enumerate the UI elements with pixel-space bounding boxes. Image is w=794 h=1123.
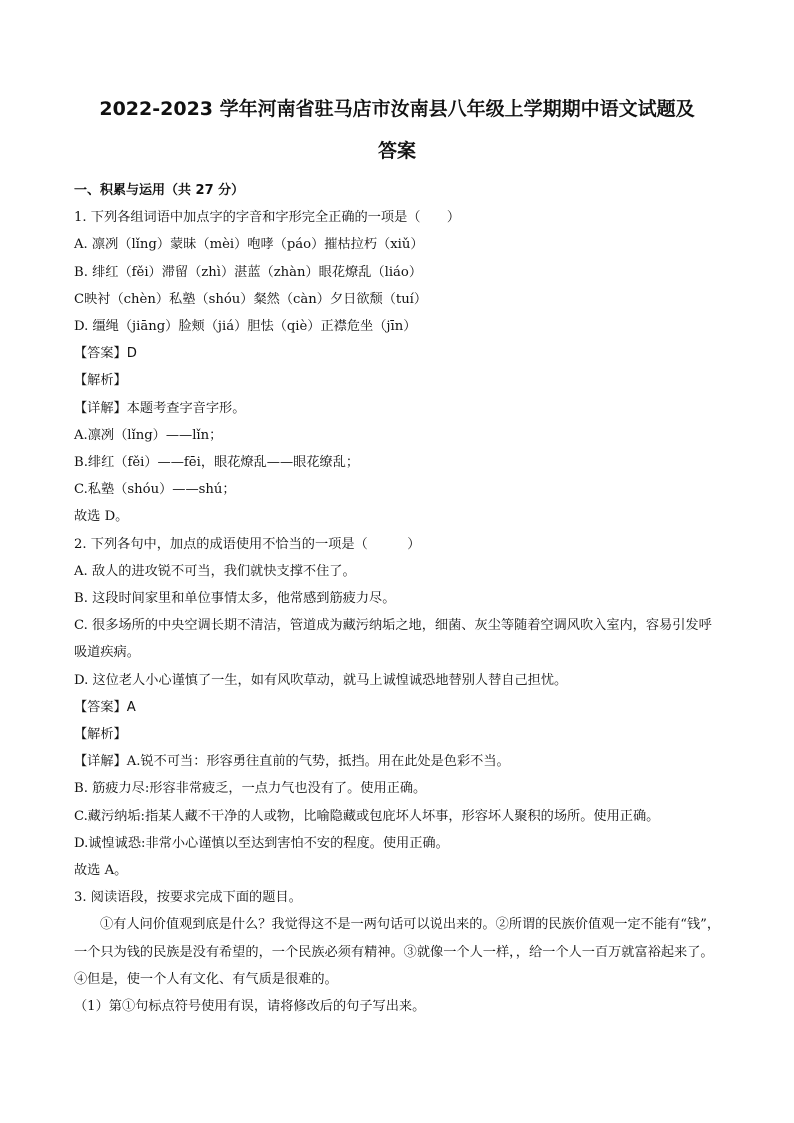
question-2-option-a: A. 敌人的进攻锐不可当，我们就快支撑不住了。: [74, 563, 356, 579]
title-line-2: 答案: [377, 140, 416, 162]
question-1-option-b: B. 绯红（fěi）滞留（zhì）湛蓝（zhàn）眼花燎乱（liáo）: [74, 264, 423, 280]
question-2-explain-a: 【详解】A.锐不可当：形容勇往直前的气势，抵挡。用在此处是色彩不当。: [74, 754, 510, 770]
question-2-explain-c: C.藏污纳垢:指某人藏不干净的人或物，比喻隐藏或包庇坏人坏事，形容坏人聚积的场所。使用正确。: [74, 808, 660, 824]
question-1-explain-b: B.绯红（fěi）——fēi，眼花燎乱——眼花缭乱；: [74, 455, 360, 471]
question-2-answer: 【答案】A: [74, 699, 136, 715]
question-1-answer: 【答案】D: [74, 346, 137, 362]
question-1-analysis-label: 【解析】: [74, 373, 127, 389]
question-2-explain-d: D.诚惶诚恐:非常小心谨慎以至达到害怕不安的程度。使用正确。: [74, 835, 449, 851]
question-1-option-c: C映衬（chèn）私塾（shóu）粲然（càn）夕日欲颓（tuí）: [74, 291, 428, 307]
question-2-conclusion: 故选 A。: [74, 863, 128, 879]
question-3-stem: 3. 阅读语段，按要求完成下面的题目。: [74, 890, 302, 906]
question-2-option-b: B. 这段时间家里和单位事情太多，他常感到筋疲力尽。: [74, 591, 396, 607]
title-line-1: 2022-2023 学年河南省驻马店市汝南县八年级上学期期中语文试题及: [99, 98, 695, 120]
question-2-option-d: D. 这位老人小心谨慎了一生，如有风吹草动，就马上诚惶诚恐地替别人替自己担忧。: [74, 672, 568, 688]
question-1-option-d: D. 缰绳（jiāng）脸颊（jiá）胆怯（qiè）正襟危坐（jīn）: [74, 319, 417, 335]
question-1-option-a: A. 凛冽（lǐng）蒙昧（mèi）咆哮（páo）摧枯拉朽（xiǔ）: [74, 237, 424, 253]
section-heading: 一、积累与运用（共 27 分）: [74, 183, 245, 198]
question-3-passage: ①有人问价值观到底是什么？我觉得这不是一两句话可以说出来的。②所谓的民族价值观一定不能有“钱”，一个只为钱的民族是没有希望的，一个民族必须有精神。③就像一个人一样，，给一个人一百万就富裕起来了。④但是，使一个人有文化、有气质是很难的。: [74, 917, 721, 987]
question-2-option-c: C. 很多场所的中央空调长期不清洁，管道成为藏污纳垢之地，细菌、灰尘等随着空调风吹入室内，容易引发呼吸道疾病。: [74, 618, 712, 661]
question-1-stem: 1. 下列各组词语中加点字的字音和字形完全正确的一项是（ ）: [74, 210, 461, 226]
question-2-analysis-label: 【解析】: [74, 727, 127, 743]
question-3-subquestion-1: （1）第①句标点符号使用有误，请将修改后的句子写出来。: [74, 999, 426, 1015]
question-1-explain-c: C.私塾（shóu）——shú；: [74, 482, 236, 498]
question-2-explain-b: B. 筋疲力尽:形容非常疲乏，一点力气也没有了。使用正确。: [74, 781, 427, 797]
question-1-detail: 【详解】本题考查字音字形。: [74, 400, 246, 416]
question-1-conclusion: 故选 D。: [74, 509, 129, 525]
question-1-explain-a: A.凛冽（lǐng）——lǐn；: [74, 427, 223, 443]
question-2-stem: 2. 下列各句中，加点的成语使用不恰当的一项是（ ）: [74, 536, 421, 552]
page-title: [60, 88, 734, 172]
document-body: [74, 177, 724, 1020]
